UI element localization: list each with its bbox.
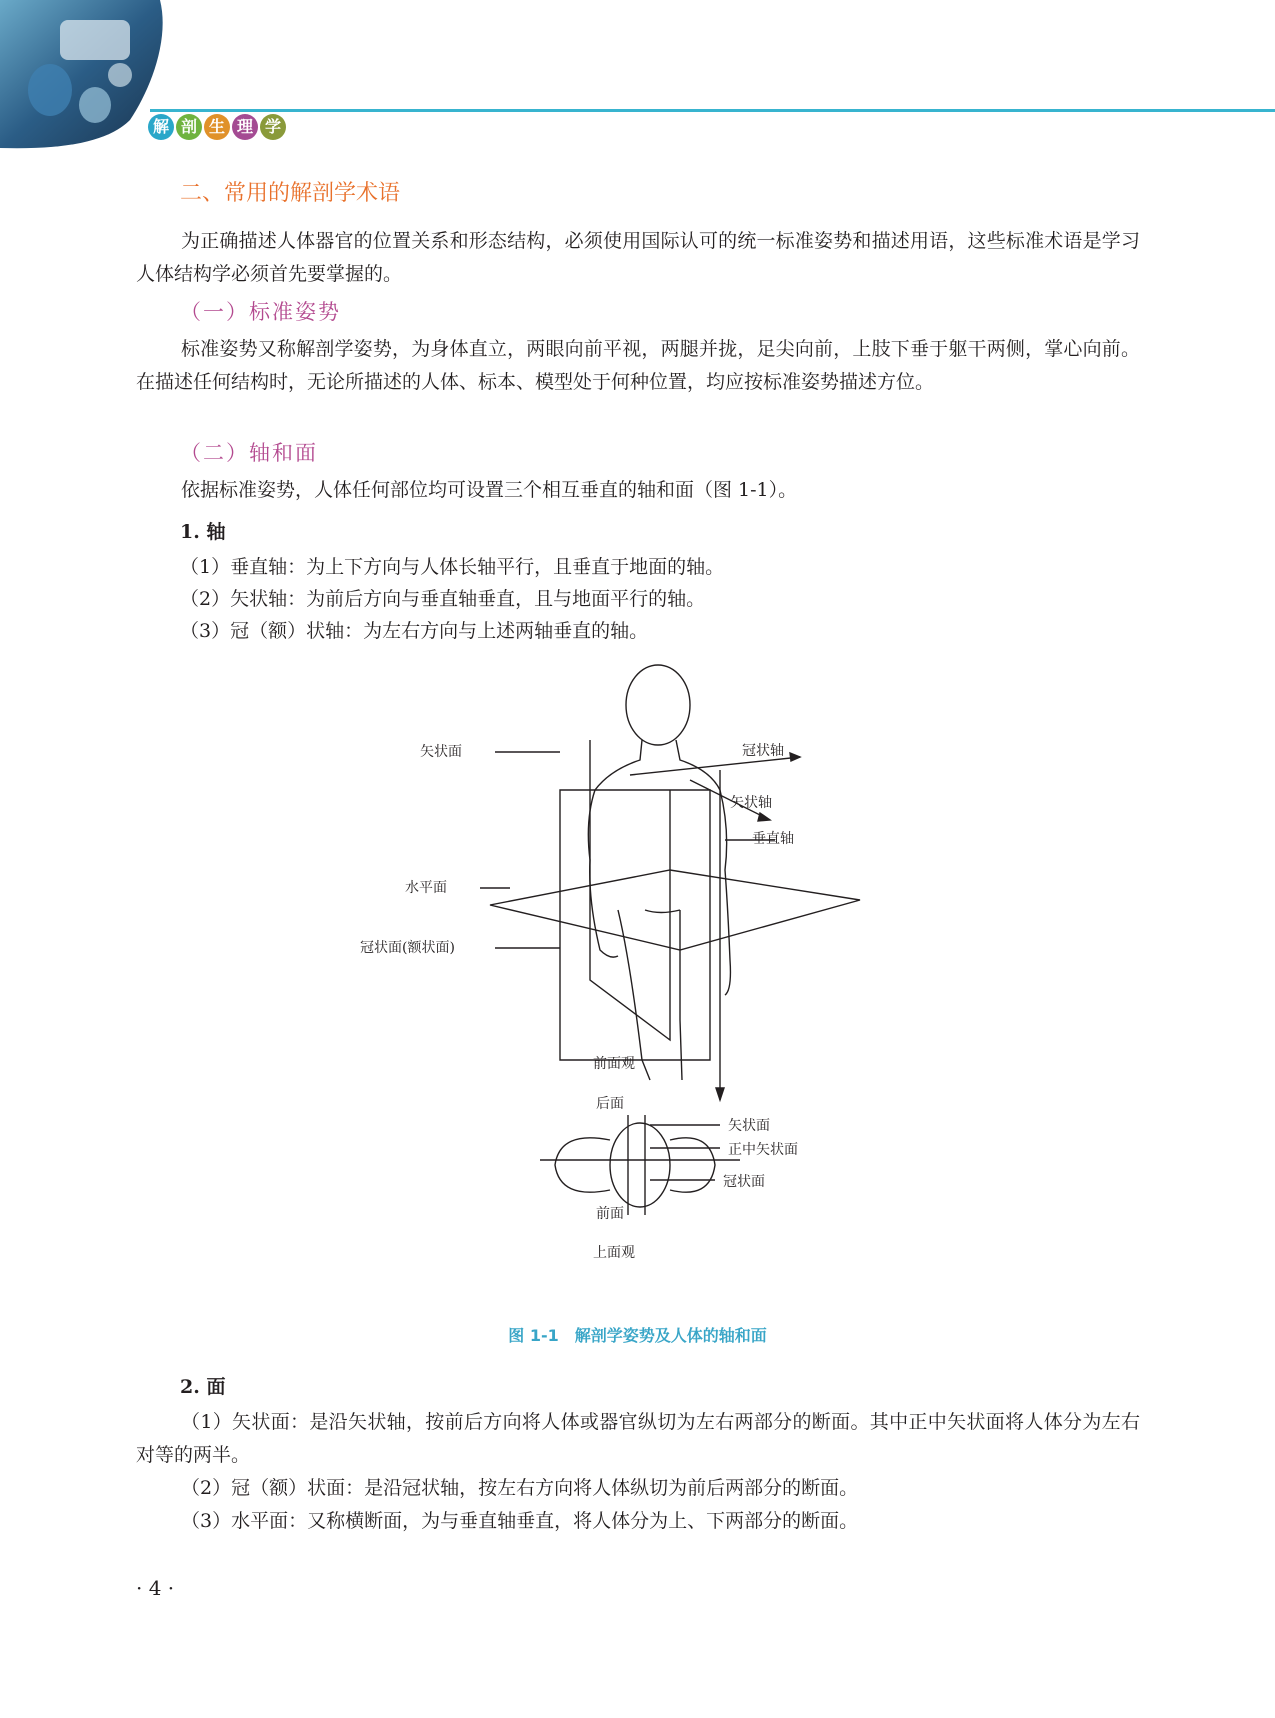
label-posterior: 后面	[596, 1096, 624, 1112]
label-vertical-axis: 垂直轴	[752, 831, 794, 847]
axis-heading: 1. 轴	[180, 521, 226, 543]
plane-item-sagittal: （1）矢状面：是沿矢状轴，按前后方向将人体或器官纵切为左右两部分的断面。其中正中矢状面将人体分为左右对等的两半。	[136, 1411, 1140, 1466]
book-title-char: 剖	[176, 114, 202, 140]
subsection-title-axes-planes: （二）轴和面	[180, 441, 318, 465]
book-title-char: 生	[204, 114, 230, 140]
label-top-sagittal-plane: 矢状面	[728, 1118, 770, 1134]
axes-planes-paragraph: 依据标准姿势，人体任何部位均可设置三个相互垂直的轴和面（图 1-1）。	[181, 479, 798, 501]
axis-item-coronal: （3）冠（额）状轴：为左右方向与上述两轴垂直的轴。	[180, 620, 649, 642]
intro-paragraph: 为正确描述人体器官的位置关系和形态结构，必须使用国际认可的统一标准姿势和描述用语，这些标准术语是学习人体结构学必须首先要掌握的。	[136, 230, 1140, 285]
subsection-title-posture: （一）标准姿势	[180, 300, 341, 324]
book-title-char: 解	[148, 114, 174, 140]
label-top-coronal-plane: 冠状面	[723, 1174, 765, 1190]
axis-item-vertical: （1）垂直轴：为上下方向与人体长轴平行，且垂直于地面的轴。	[180, 556, 725, 578]
axis-item-sagittal: （2）矢状轴：为前后方向与垂直轴垂直，且与地面平行的轴。	[180, 588, 706, 610]
book-title	[148, 114, 286, 140]
anatomy-figure	[360, 660, 900, 1360]
label-median-sagittal-plane: 正中矢状面	[728, 1142, 798, 1158]
book-title-char: 学	[260, 114, 286, 140]
label-anterior: 前面	[596, 1206, 624, 1222]
book-title-char: 理	[232, 114, 258, 140]
plane-item-coronal: （2）冠（额）状面：是沿冠状轴，按左右方向将人体纵切为前后两部分的断面。	[181, 1477, 859, 1499]
label-sagittal-plane: 矢状面	[420, 744, 462, 760]
label-coronal-axis: 冠状轴	[742, 743, 784, 759]
plane-item-horizontal: （3）水平面：又称横断面，为与垂直轴垂直，将人体分为上、下两部分的断面。	[181, 1510, 859, 1532]
front-view-title: 前面观	[593, 1056, 635, 1072]
figure-caption: 图 1-1 解剖学姿势及人体的轴和面	[508, 1326, 767, 1345]
page-number: · 4 ·	[136, 1576, 175, 1600]
posture-paragraph: 标准姿势又称解剖学姿势，为身体直立，两眼向前平视，两腿并拢，足尖向前，上肢下垂于躯干两侧，掌心向前。在描述任何结构时，无论所描述的人体、标本、模型处于何种位置，均应按标准姿势描述方位。	[136, 338, 1140, 393]
label-sagittal-axis: 矢状轴	[730, 795, 772, 811]
plane-heading: 2. 面	[180, 1376, 226, 1398]
top-view-title: 上面观	[593, 1245, 635, 1261]
label-coronal-plane: 冠状面(额状面)	[360, 940, 455, 956]
section-title: 二、常用的解剖学术语	[180, 181, 401, 206]
label-horizontal-plane: 水平面	[405, 880, 447, 896]
header-divider	[150, 109, 1275, 112]
